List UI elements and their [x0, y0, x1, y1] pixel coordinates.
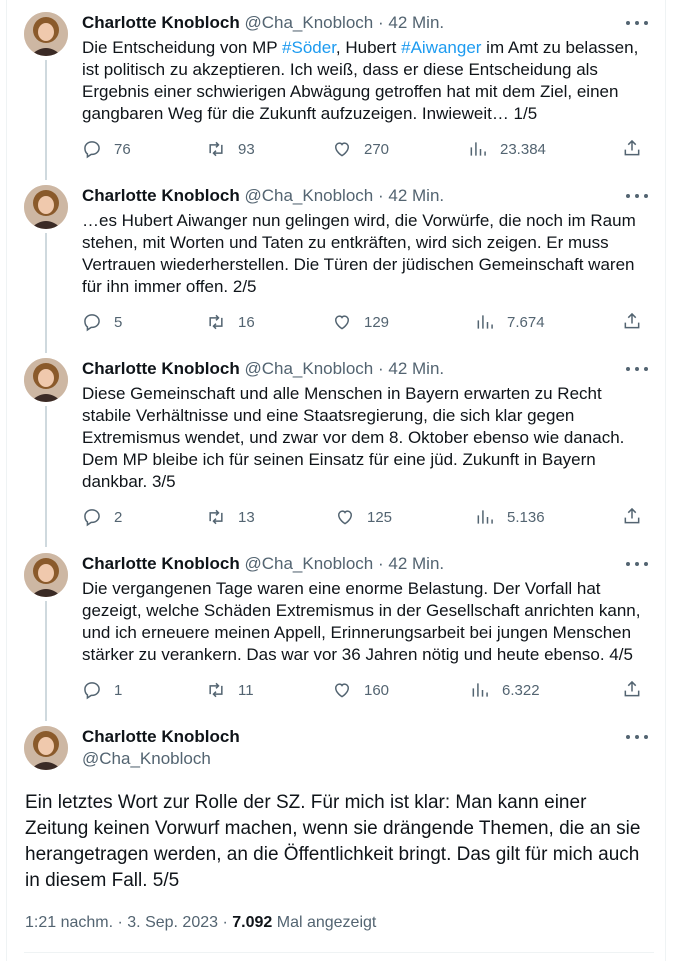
- tweet-actions: [82, 138, 652, 160]
- avatar[interactable]: [24, 726, 68, 770]
- retweet-button[interactable]: [206, 679, 254, 701]
- reply-button[interactable]: [82, 679, 122, 701]
- tweet-actions: [82, 506, 652, 528]
- like-count: 160: [364, 681, 390, 699]
- reply-icon: [82, 312, 102, 332]
- retweet-icon: [206, 507, 226, 527]
- retweet-count: 13: [238, 508, 255, 526]
- retweet-button[interactable]: [206, 506, 255, 528]
- share-button[interactable]: [622, 506, 642, 531]
- tweet-text: Die Entscheidung von MP #Söder, Hubert #Aiwanger im Amt zu belassen, ist politisch zu akzeptieren. Ich weiß, dass er diese Entscheidung als Ergebnis einer schwierigen Abwägung getroffen hat mit dem Ziel, einen gangbaren Weg für die Zukunft aufzuzeigen. Inwieweit… 1/5: [82, 38, 639, 123]
- reply-button[interactable]: [82, 506, 122, 528]
- more-options-icon[interactable]: [626, 16, 648, 30]
- share-icon: [622, 679, 642, 699]
- avatar[interactable]: [24, 358, 68, 402]
- analytics-icon: [468, 139, 488, 159]
- view-count: 7.674: [507, 313, 545, 331]
- reply-count: 1: [114, 681, 123, 699]
- tweet-time[interactable]: 42 Min.: [388, 359, 445, 378]
- analytics-icon: [475, 507, 495, 527]
- share-button[interactable]: [622, 679, 642, 704]
- retweet-count: 93: [238, 140, 255, 158]
- author-handle[interactable]: @Cha_Knobloch: [82, 749, 211, 768]
- retweet-button[interactable]: [206, 138, 255, 160]
- tweet-time[interactable]: 42 Min.: [388, 13, 445, 32]
- tweet-header: [82, 554, 444, 574]
- reply-count: 5: [114, 313, 123, 331]
- share-icon: [622, 311, 642, 331]
- analytics-icon: [470, 680, 490, 700]
- more-options-icon[interactable]: [626, 189, 648, 203]
- reply-count: 76: [114, 140, 131, 158]
- heart-icon: [335, 507, 355, 527]
- reply-button[interactable]: [82, 311, 122, 333]
- view-count: 6.322: [502, 681, 540, 699]
- hashtag-soeder[interactable]: #Söder: [282, 38, 336, 57]
- avatar[interactable]: [24, 185, 68, 229]
- tweet-header: [82, 359, 444, 379]
- separator-dot: ·: [377, 359, 384, 378]
- author-handle[interactable]: @Cha_Knobloch: [244, 186, 374, 205]
- author-handle[interactable]: @Cha_Knobloch: [244, 554, 374, 573]
- more-options-icon[interactable]: [626, 557, 648, 571]
- heart-icon: [332, 139, 352, 159]
- reply-icon: [82, 139, 102, 159]
- author-handle[interactable]: @Cha_Knobloch: [244, 359, 374, 378]
- more-options-icon[interactable]: [626, 362, 648, 376]
- tweet-text: Die vergangenen Tage waren eine enorme Belastung. Der Vorfall hat gezeigt, welche Schäden Extremismus in der Gesellschaft anrichten kann, und ich erneuere meinen Appell, Erinnerungsarbeit bei jungen Menschen stärker zu verankern. Das war vor 36 Jahren nötig und heute ebenso. 4/5: [82, 579, 641, 664]
- tweet-actions: [82, 311, 652, 333]
- thread-connector: [45, 60, 47, 180]
- retweet-icon: [206, 680, 226, 700]
- retweet-icon: [206, 139, 226, 159]
- separator-dot: ·: [377, 554, 384, 573]
- retweet-count: 16: [238, 313, 255, 331]
- divider: [24, 952, 654, 953]
- view-count: 7.092: [232, 914, 273, 931]
- avatar[interactable]: [24, 12, 68, 56]
- tweet-text: Ein letztes Wort zur Rolle der SZ. Für mich ist klar: Man kann einer Zeitung keinen Vorwurf machen, wenn sie drängende Themen, die an sie herangetragen werden, an die Öffentlichkeit bringt. Das gilt für mich auch in diesem Fall. 5/5: [25, 792, 641, 891]
- author-name[interactable]: Charlotte Knobloch: [82, 554, 240, 573]
- like-button[interactable]: [332, 311, 389, 333]
- share-button[interactable]: [622, 138, 642, 163]
- view-count: 23.384: [500, 140, 546, 158]
- retweet-button[interactable]: [206, 311, 255, 333]
- like-count: 270: [364, 140, 390, 158]
- author-name[interactable]: Charlotte Knobloch: [82, 727, 240, 746]
- like-button[interactable]: [332, 138, 389, 160]
- tweet-text: Diese Gemeinschaft und alle Menschen in Bayern erwarten zu Recht stabile Verhältnisse und eine Staatsregierung, die sich klar gegen Extremismus wendet, und zwar vor dem 8. Oktober ebenso wie danach. Dem MP bleibe ich für seinen Einsatz für eine jüd. Zukunft in Bayern dankbar. 3/5: [82, 384, 625, 491]
- reply-count: 2: [114, 508, 123, 526]
- retweet-icon: [206, 312, 226, 332]
- share-icon: [622, 506, 642, 526]
- views-button[interactable]: [475, 311, 545, 333]
- retweet-count: 11: [238, 681, 254, 699]
- tweet-time[interactable]: 42 Min.: [388, 554, 445, 573]
- author-name[interactable]: Charlotte Knobloch: [82, 186, 240, 205]
- hashtag-aiwanger[interactable]: #Aiwanger: [401, 38, 482, 57]
- thread-connector: [45, 233, 47, 353]
- separator-dot: ·: [377, 13, 384, 32]
- like-button[interactable]: [332, 679, 389, 701]
- share-icon: [622, 138, 642, 158]
- views-button[interactable]: [475, 506, 545, 528]
- views-label: Mal angezeigt: [276, 914, 377, 931]
- separator-dot: ·: [377, 186, 384, 205]
- tweet-header: [82, 13, 444, 33]
- heart-icon: [332, 680, 352, 700]
- views-button[interactable]: [470, 679, 540, 701]
- tweet-meta: [25, 914, 376, 932]
- avatar[interactable]: [24, 553, 68, 597]
- tweet-time[interactable]: 42 Min.: [388, 186, 445, 205]
- share-button[interactable]: [622, 311, 642, 336]
- like-count: 125: [367, 508, 393, 526]
- like-count: 129: [364, 313, 390, 331]
- tweet-text: …es Hubert Aiwanger nun gelingen wird, die Vorwürfe, die noch im Raum stehen, mit Worten und Taten zu entkräften, wird sich zeigen. Er muss Vertrauen wiederherstellen. Die Türen der jüdischen Gemeinschaft waren für ihn immer offen. 2/5: [82, 211, 636, 296]
- more-options-icon[interactable]: [626, 730, 648, 744]
- view-count: 5.136: [507, 508, 545, 526]
- author-name[interactable]: Charlotte Knobloch: [82, 13, 240, 32]
- tweet-header: [82, 186, 444, 206]
- reply-button[interactable]: [82, 138, 131, 160]
- tweet-actions: [82, 679, 652, 701]
- author-name[interactable]: Charlotte Knobloch: [82, 359, 240, 378]
- reply-icon: [82, 507, 102, 527]
- like-button[interactable]: [335, 506, 392, 528]
- thread-connector: [45, 406, 47, 547]
- views-button[interactable]: [468, 138, 546, 160]
- thread-connector: [45, 601, 47, 721]
- analytics-icon: [475, 312, 495, 332]
- tweet-timestamp[interactable]: 1:21 nachm. · 3. Sep. 2023 ·: [25, 914, 233, 931]
- heart-icon: [332, 312, 352, 332]
- author-handle[interactable]: @Cha_Knobloch: [244, 13, 374, 32]
- reply-icon: [82, 680, 102, 700]
